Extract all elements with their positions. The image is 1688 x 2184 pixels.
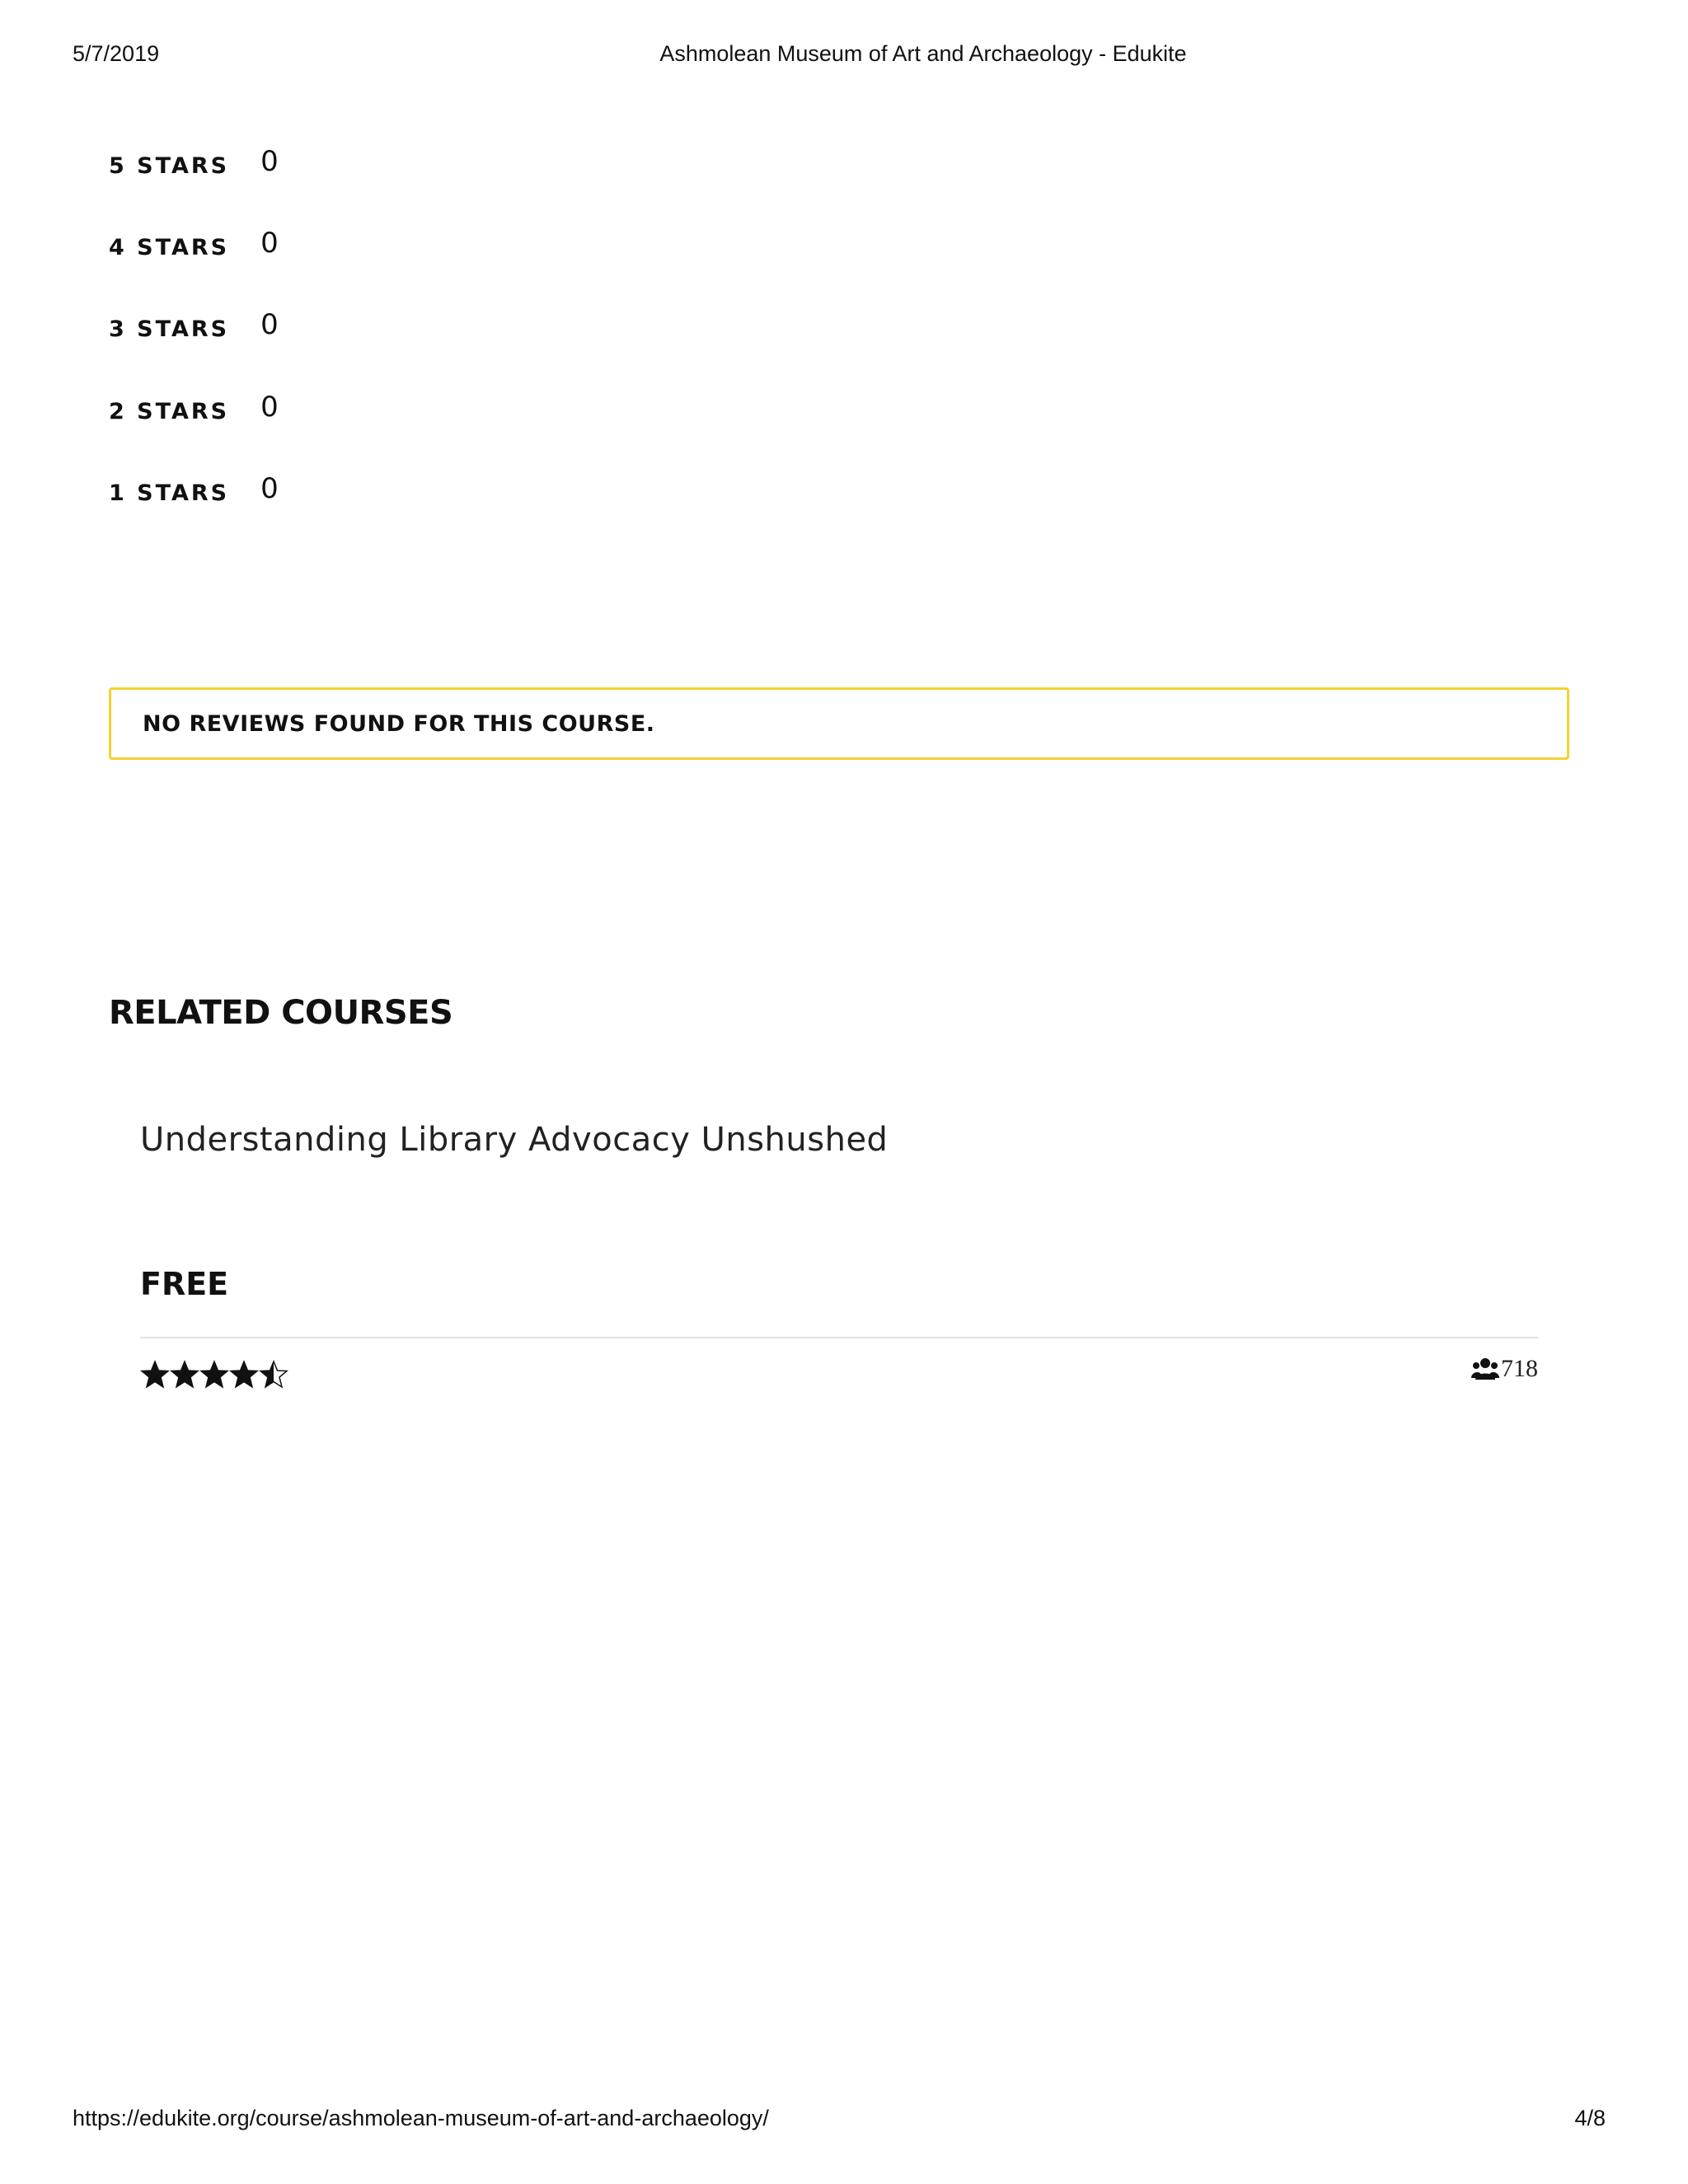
rating-label: 4 STARS — [109, 235, 230, 260]
star-icon — [140, 1360, 170, 1390]
no-reviews-notice — [109, 687, 1569, 760]
rating-row-4-stars — [109, 227, 279, 276]
users-icon — [1471, 1357, 1499, 1381]
rating-count: 0 — [260, 391, 279, 424]
print-header-date: 5/7/2019 — [73, 41, 160, 66]
rating-label: 1 STARS — [109, 480, 230, 506]
rating-row-2-stars — [109, 391, 279, 440]
star-icon — [170, 1360, 199, 1390]
students-count-value: 718 — [1501, 1355, 1538, 1382]
star-icon — [229, 1360, 259, 1390]
rating-count: 0 — [260, 308, 279, 341]
course-rating-stars — [140, 1360, 288, 1390]
rating-row-5-stars — [109, 145, 279, 194]
course-title-link[interactable]: Understanding Library Advocacy Unshushed — [140, 1121, 889, 1159]
star-icon — [259, 1360, 288, 1390]
related-courses-title: RELATED COURSES — [109, 994, 453, 1032]
rating-label: 3 STARS — [109, 316, 230, 342]
star-icon — [199, 1360, 229, 1390]
print-footer-url: https://edukite.org/course/ashmolean-museum-of-art-and-archaeology/ — [73, 2106, 769, 2130]
rating-row-1-stars — [109, 472, 279, 522]
rating-label: 5 STARS — [109, 153, 230, 179]
rating-row-3-stars — [109, 308, 279, 358]
no-reviews-text: NO REVIEWS FOUND FOR THIS COURSE. — [143, 710, 655, 737]
rating-count: 0 — [260, 227, 279, 260]
card-footer — [140, 1338, 1538, 1404]
print-header-title: Ashmolean Museum of Art and Archaeology - Edukite — [659, 41, 1187, 66]
rating-count: 0 — [260, 472, 279, 505]
related-course-card[interactable] — [140, 1121, 1538, 1404]
students-count — [1471, 1355, 1538, 1383]
rating-label: 2 STARS — [109, 399, 230, 424]
print-footer-page: 4/8 — [1574, 2106, 1606, 2130]
course-price: FREE — [140, 1266, 229, 1302]
rating-count: 0 — [260, 145, 279, 178]
